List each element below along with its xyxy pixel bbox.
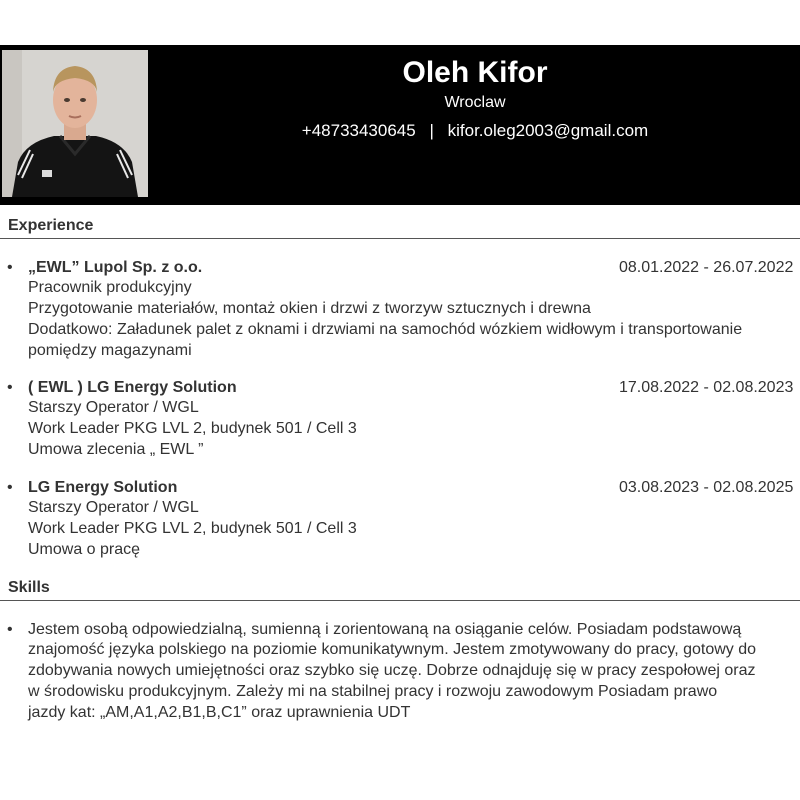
profile-photo [2, 50, 148, 197]
experience-section-title: Experience [8, 217, 94, 234]
experience-line: Umowa o pracę [28, 541, 141, 558]
skills-line: jazdy kat: „AM,A1,A2,B1,B,C1” oraz uprawnienia UDT [28, 704, 411, 721]
experience-line: pomiędzy magazynami [28, 342, 192, 359]
candidate-name: Oleh Kifor [402, 56, 548, 89]
experience-line: Przygotowanie materiałów, montaż okien i drzwi z tworzyw sztucznych i drewna [28, 300, 591, 317]
email-address[interactable]: kifor.oleg2003@gmail.com [447, 121, 649, 140]
experience-line: Dodatkowo: Załadunek palet z oknami i drzwiami na samochód wózkiem widłowym i transportowanie [28, 321, 743, 338]
experience-line: Starszy Operator / WGL [28, 499, 199, 516]
experience-line: Pracownik produkcyjny [28, 279, 192, 296]
experience-company: „EWL” Lupol Sp. z o.o. [28, 259, 203, 276]
experience-dates: 17.08.2022 - 02.08.2023 [619, 379, 794, 396]
experience-dates: 03.08.2023 - 02.08.2025 [619, 479, 794, 496]
skills-line: zdobywania nowych umiejętności oraz szybko się uczę. Dobrze odnajduję się w pracy zespołowej oraz [28, 662, 756, 679]
bullet-icon: • [7, 479, 13, 496]
skills-line: znajomość języka polskiego na poziomie komunikatywnym. Jestem zmotywowany do pracy, gotowy do [28, 641, 757, 658]
person-photo-illustration [2, 50, 148, 197]
phone-number[interactable]: +48733430645 [301, 121, 416, 140]
skills-line: w środowisku produkcyjnym. Zależy mi na stabilnej pracy i rozwoju zawodowym Posiadam prawo [28, 683, 718, 700]
candidate-city: Wroclaw [444, 94, 506, 111]
experience-dates: 08.01.2022 - 26.07.2022 [619, 259, 794, 276]
contact-separator: | [429, 121, 434, 140]
experience-line: Starszy Operator / WGL [28, 399, 199, 416]
experience-divider [0, 238, 800, 239]
experience-company: ( EWL ) LG Energy Solution [28, 379, 237, 396]
contact-line [150, 120, 800, 142]
skills-section-title: Skills [8, 579, 50, 596]
bullet-icon: • [7, 379, 13, 396]
bullet-icon: • [7, 621, 13, 638]
experience-line: Work Leader PKG LVL 2, budynek 501 / Cell 3 [28, 420, 357, 437]
skills-line: Jestem osobą odpowiedzialną, sumienną i zorientowaną na osiąganie celów. Posiadam podstawową [28, 621, 742, 638]
experience-company: LG Energy Solution [28, 479, 178, 496]
bullet-icon: • [7, 259, 13, 276]
experience-line: Umowa zlecenia „ EWL ” [28, 441, 204, 458]
resume-header [0, 45, 800, 205]
experience-line: Work Leader PKG LVL 2, budynek 501 / Cell 3 [28, 520, 357, 537]
skills-divider [0, 600, 800, 601]
